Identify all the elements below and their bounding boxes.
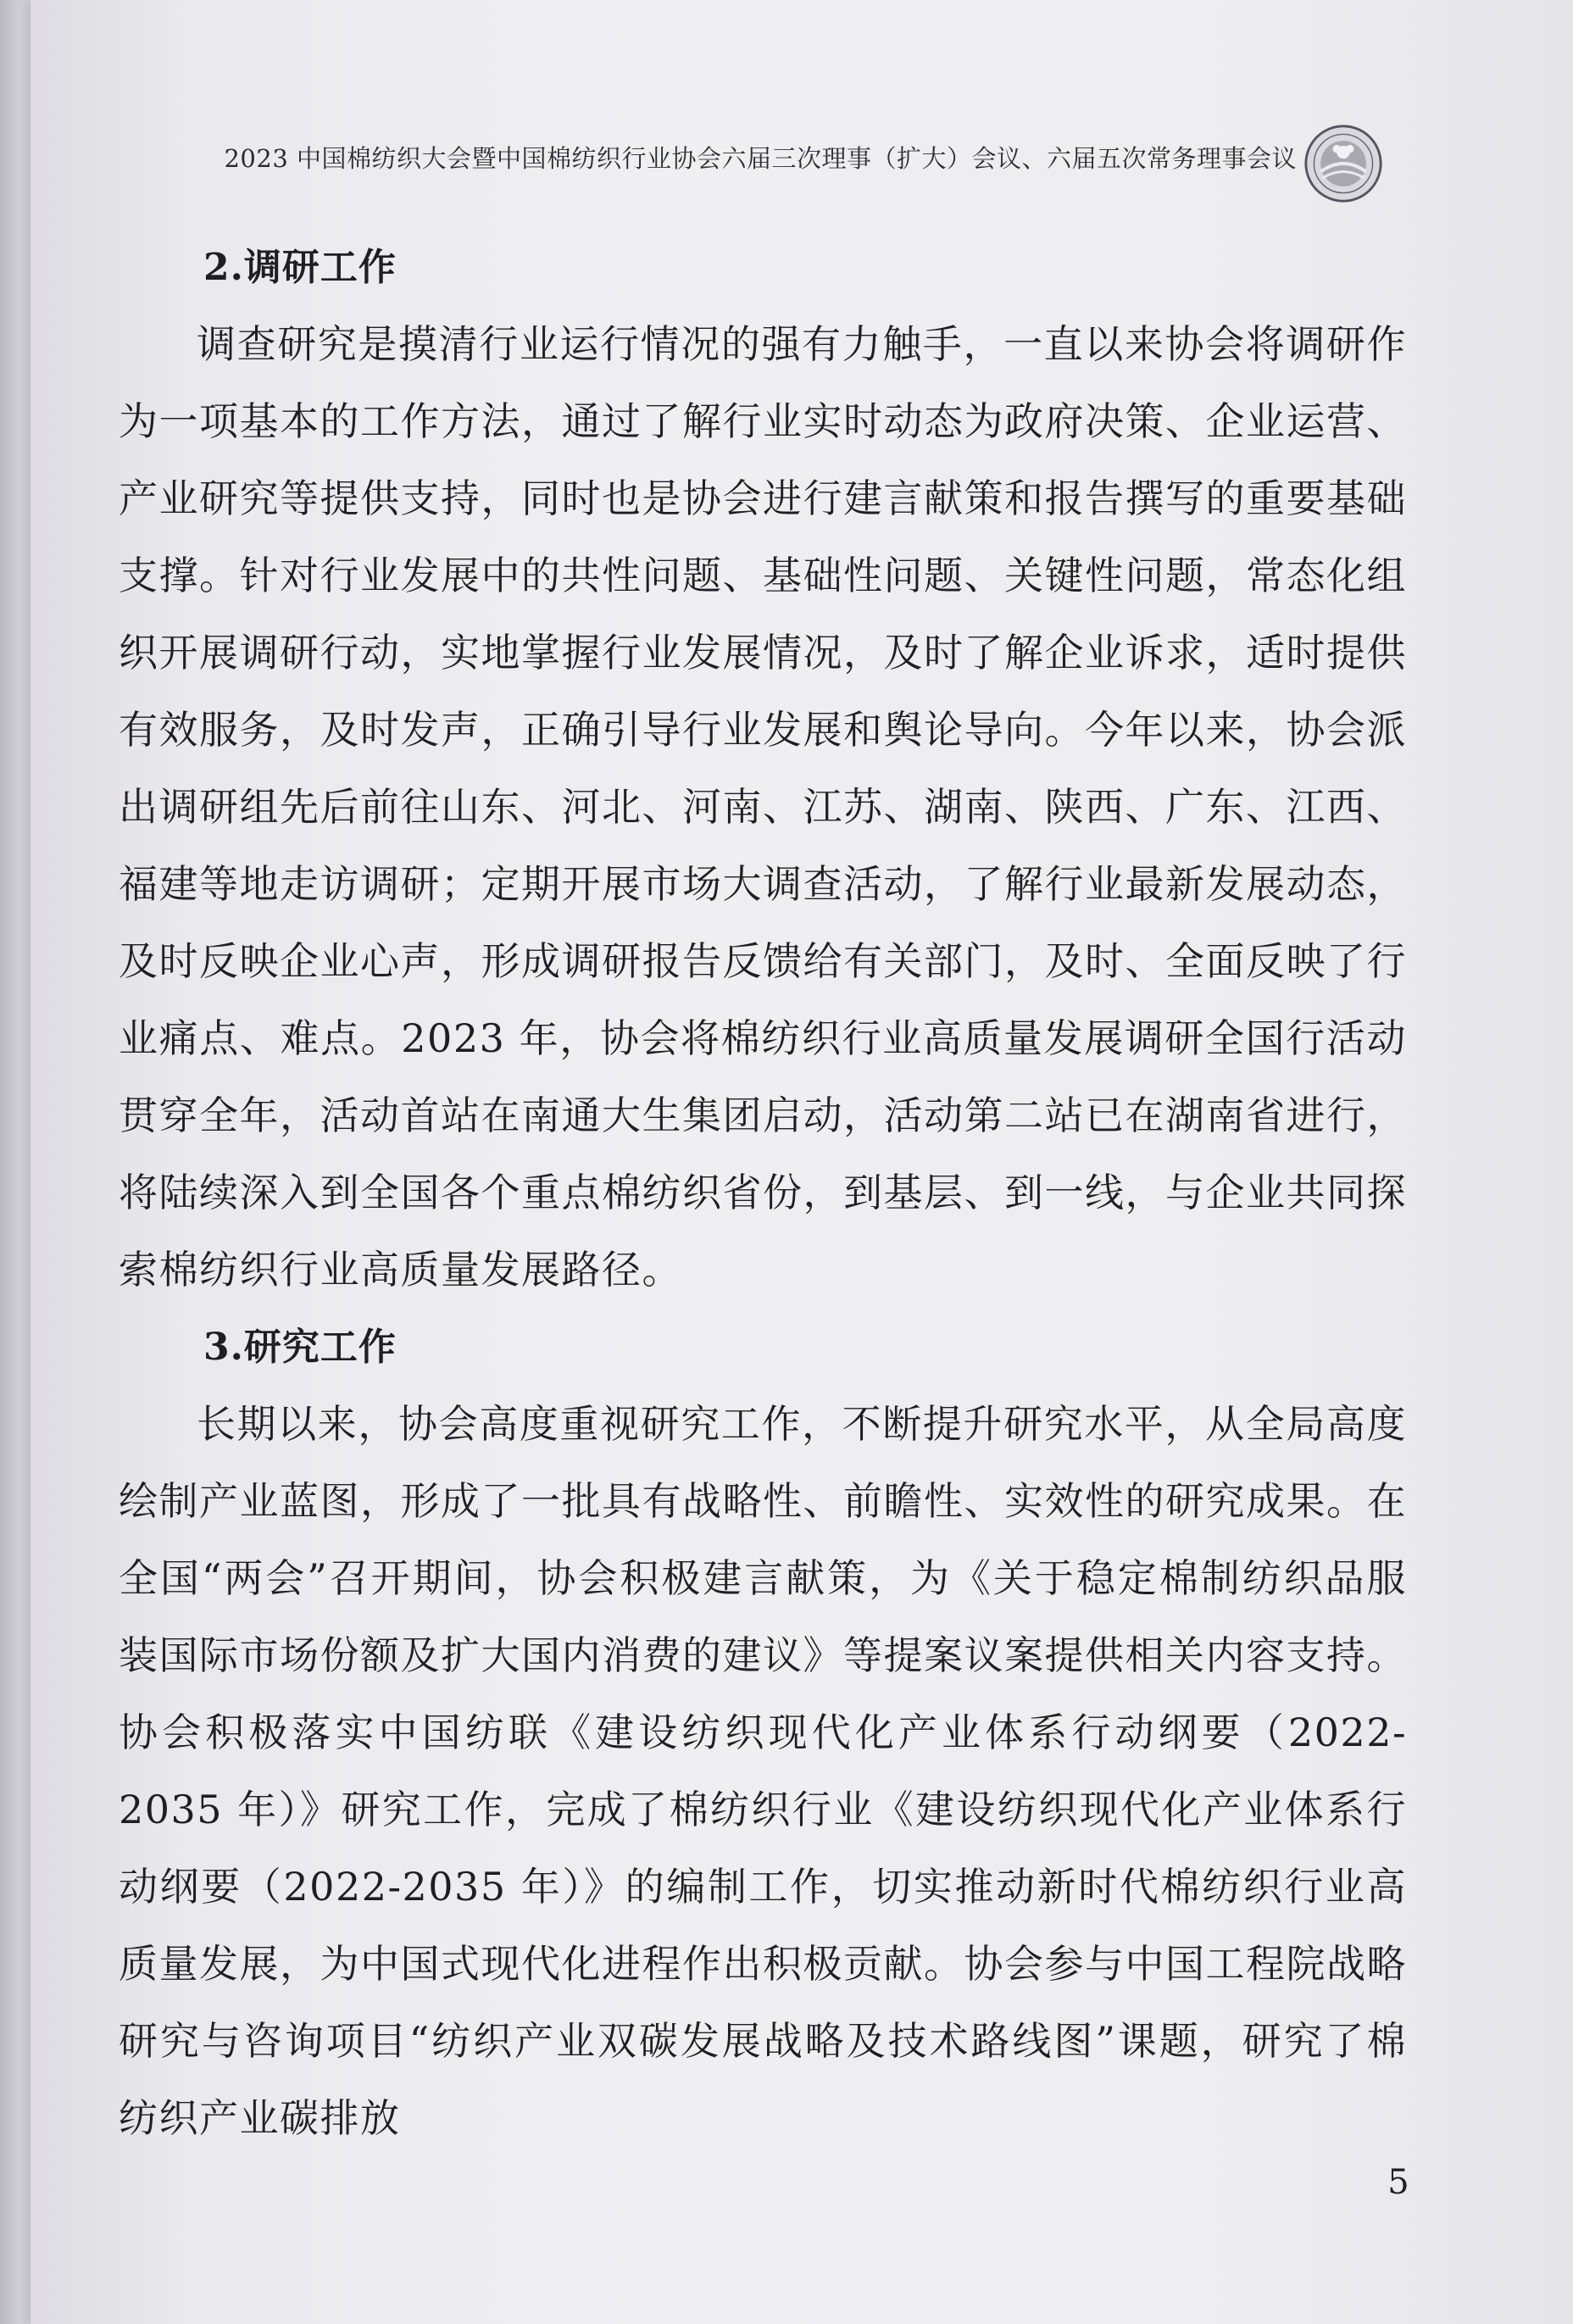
running-header: 2023 中国棉纺织大会暨中国棉纺织行业协会六届三次理事（扩大）会议、六届五次常务理事会议 [224,143,1297,173]
association-logo-icon [1303,123,1384,204]
section-paragraph-research: 调查研究是摸清行业运行情况的强有力触手，一直以来协会将调研作为一项基本的工作方法，通过了解行业实时动态为政府决策、企业运营、产业研究等提供支持，同时也是协会进行建言献策和报告撰写的重要基础支撑。针对行业发展中的共性问题、基础性问题、关键性问题，常态化组织开展调研行动，实地掌握行业发展情况，及时了解企业诉求，适时提供有效服务，及时发声，正确引导行业发展和舆论导向。今年以来，协会派出调研组先后前往山东、河北、河南、江苏、湖南、陕西、广东、江西、福建等地走访调研；定期开展市场大调查活动，了解行业最新发展动态，及时反映企业心声，形成调研报告反馈给有关部门，及时、全面反映了行业痛点、难点。2023 年，协会将棉纺织行业高质量发展调研全国行活动贯穿全年，活动首站在南通大生集团启动，活动第二站已在湖南省进行，将陆续深入到全国各个重点棉纺织省份，到基层、到一线，与企业共同探索棉纺织行业高质量发展路径。 [119,321,1407,1293]
section-heading-study: 3.研究工作 [203,1326,397,1369]
section-paragraph-study: 长期以来，协会高度重视研究工作，不断提升研究水平，从全局高度绘制产业蓝图，形成了一批具有战略性、前瞻性、实效性的研究成果。在全国“两会”召开期间，协会积极建言献策，为《关于稳定棉制纺织品服装国际市场份额及扩大国内消费的建议》等提案议案提供相关内容支持。协会积极落实中国纺联《建设纺织现代化产业体系行动纲要（2022-2035 年）》研究工作，完成了棉纺织行业《建设纺织现代化产业体系行动纲要（2022-2035 年）》的编制工作，切实推动新时代棉纺织行业高质量发展，为中国式现代化进程作出积极贡献。协会参与中国工程院战略研究与咨询项目“纺织产业双碳发展战略及技术路线图”课题，研究了棉纺织产业碳排放 [119,1401,1407,2141]
document-body [119,229,1407,2157]
book-spine [0,0,31,2324]
section-heading-research: 2.调研工作 [203,246,397,289]
page-number: 5 [1387,2163,1409,2202]
